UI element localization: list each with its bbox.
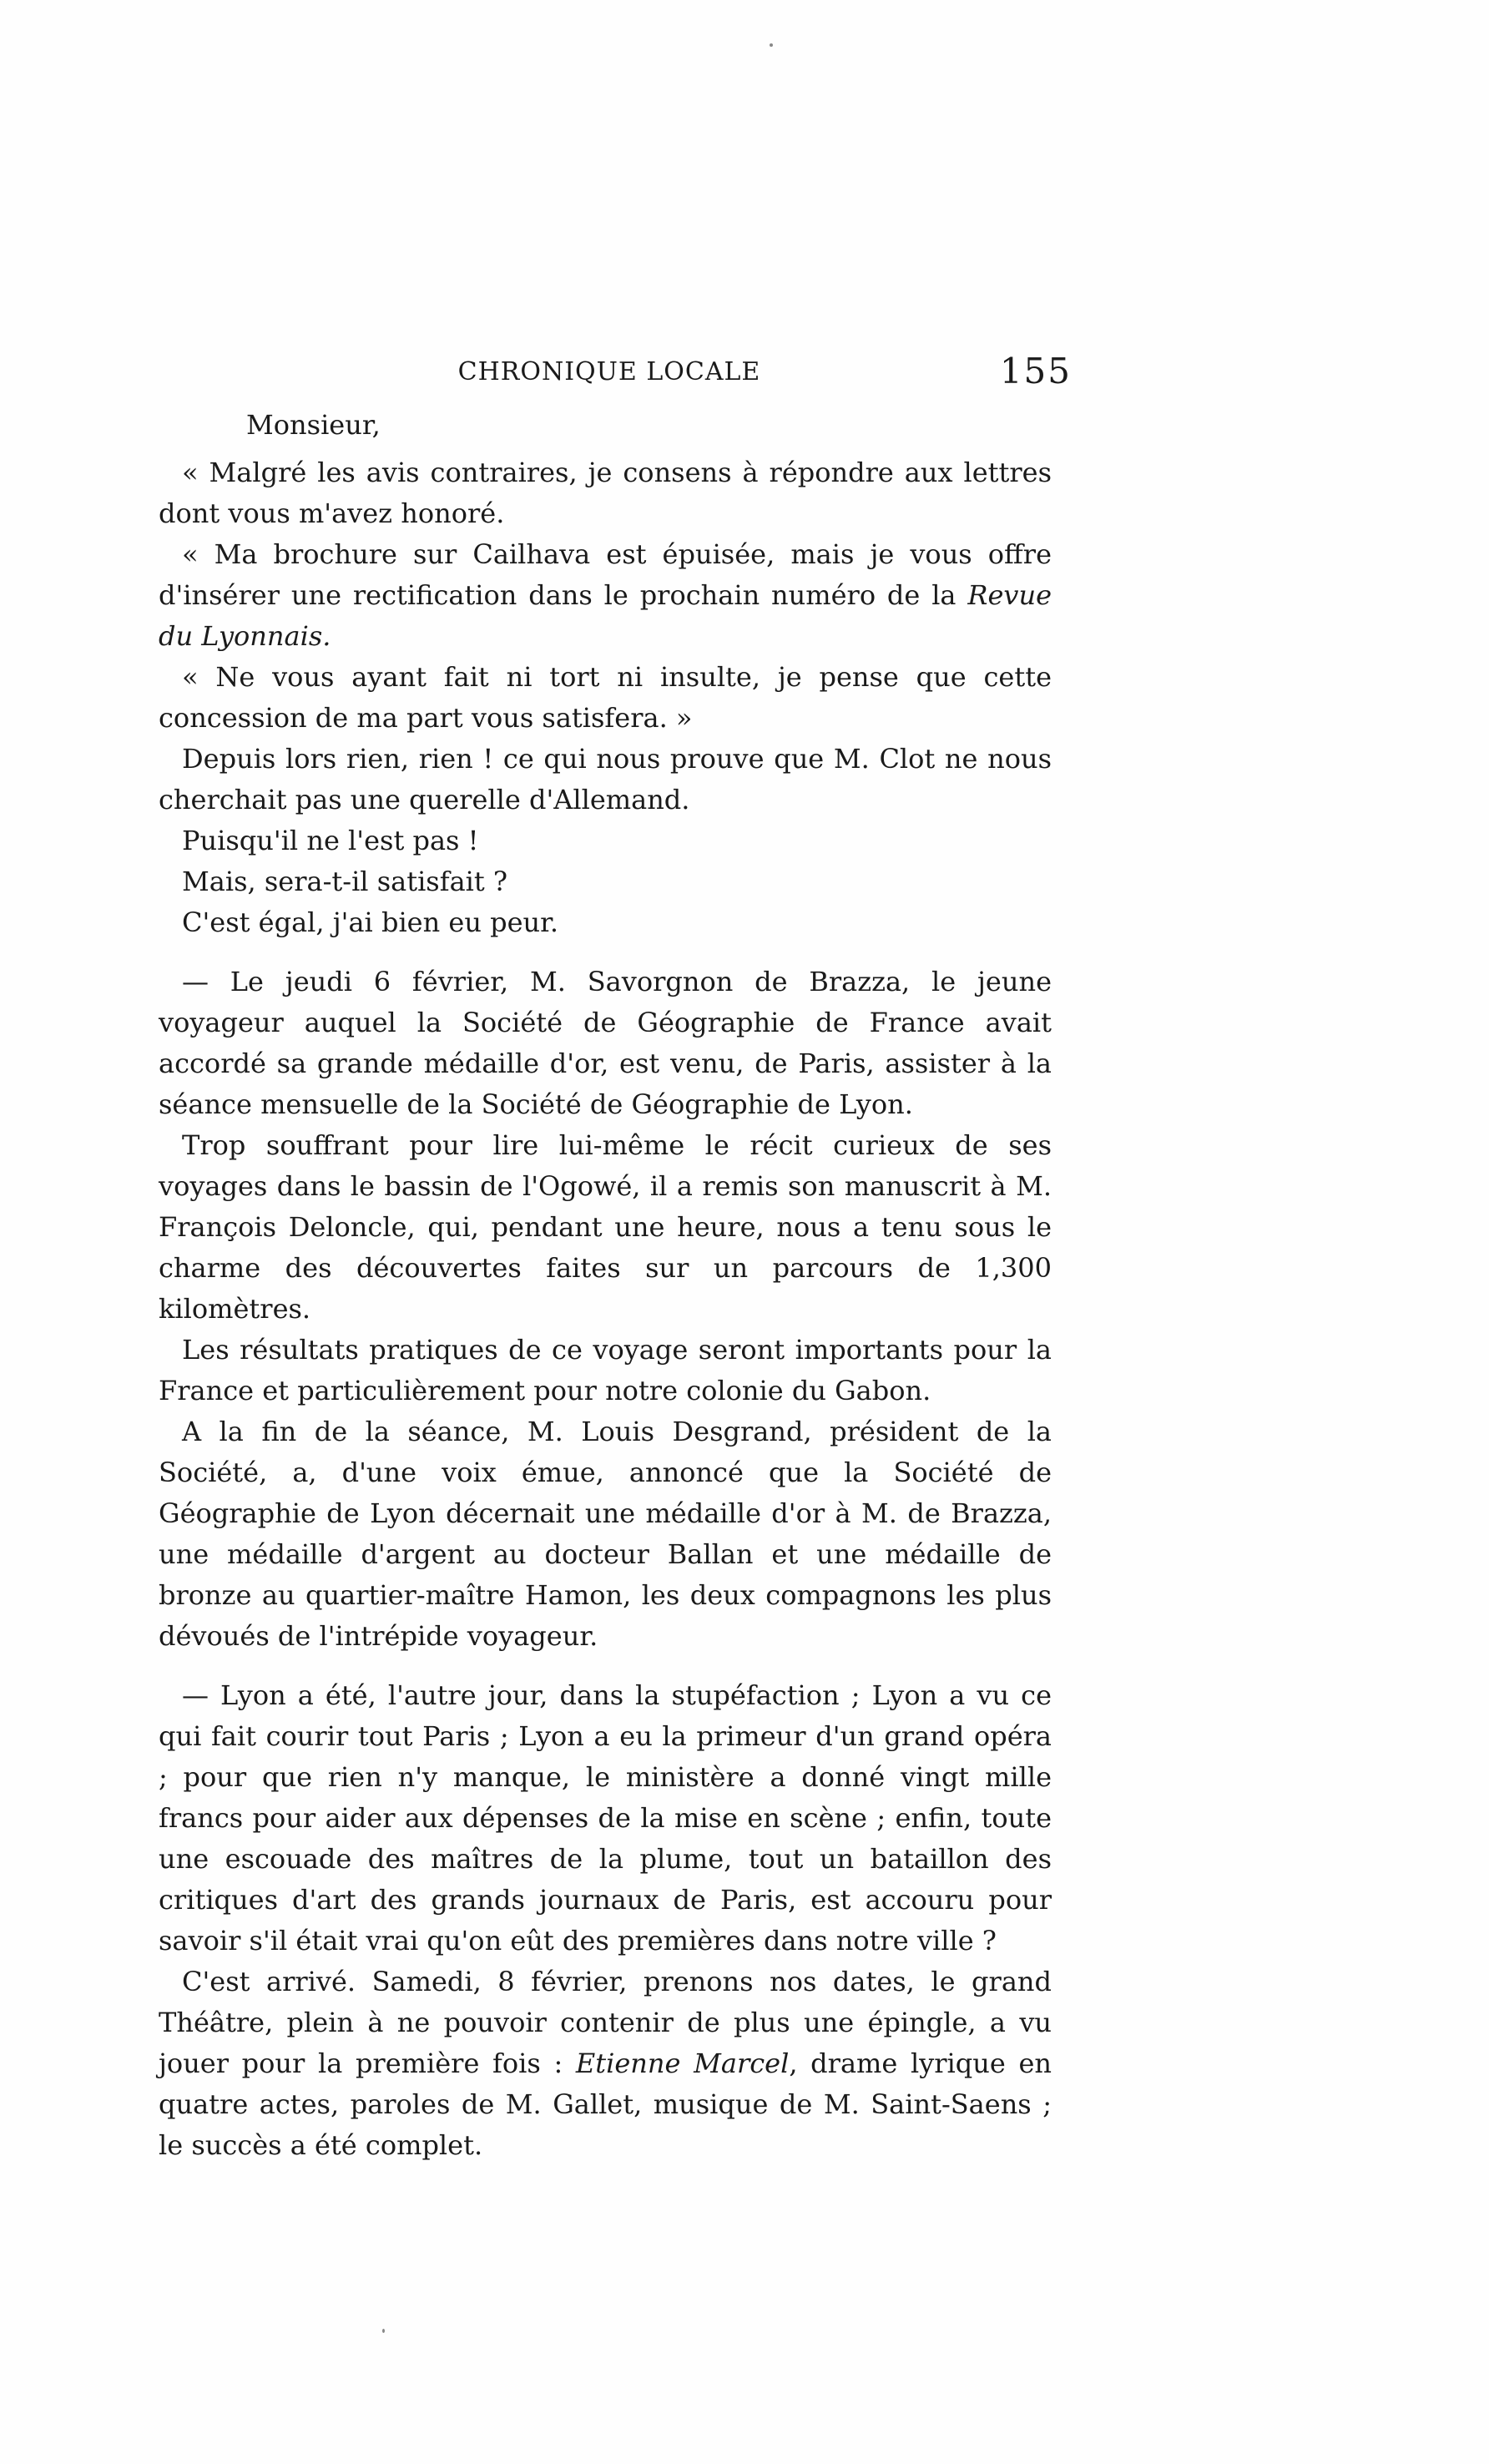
body-text: [159, 405, 1052, 2166]
page-number: 155: [999, 351, 1072, 391]
journal-title: Revue du Lyonnais.: [159, 579, 1052, 652]
paragraph: Trop souffrant pour lire lui-même le récit curieux de ses voyages dans le bassin de l'Ogowé, il a remis son manuscrit à M. François Deloncle, qui, pendant une heure, nous a tenu sous le charme des découvertes faites sur un parcours de 1,300 kilomètres.: [159, 1129, 1052, 1325]
opera-title: Etienne Marcel: [575, 2047, 790, 2079]
scan-speck: [770, 43, 773, 47]
letter-salutation: Monsieur,: [246, 409, 381, 441]
paragraph-text: , drame lyrique en quatre actes, paroles de M. Gallet, musique de M. Saint-Saens ; le succès a été complet.: [159, 2047, 1052, 2161]
letter-paragraph: « Ne vous ayant fait ni tort ni insulte, je pense que cette concession de ma part vous satisfera. »: [159, 661, 1052, 734]
paragraph: A la fin de la séance, M. Louis Desgrand, président de la Société, a, d'une voix émue, annoncé que la Société de Géographie de Lyon décernait une médaille d'or à M. de Brazza, une médaille d'argent au docteur Ballan et une médaille de bronze au quartier-maître Hamon, les deux compagnons les plus dévoués de l'intrépide voyageur.: [159, 1416, 1052, 1652]
paragraph: Mais, sera-t-il satisfait ?: [182, 866, 508, 897]
letter-text: « Ma brochure sur Cailhava est épuisée, mais je vous offre d'insérer une rectification dans le prochain numéro de la: [159, 538, 1052, 611]
scan-speck: [382, 2329, 385, 2333]
paragraph: Depuis lors rien, rien ! ce qui nous prouve que M. Clot ne nous cherchait pas une querelle d'Allemand.: [159, 743, 1052, 815]
paragraph-text: C'est arrivé. Samedi, 8 février, prenons nos dates, le grand Théâtre, plein à ne pouvoir contenir de plus une épingle, a vu jouer pour la première fois :: [159, 1966, 1052, 2079]
section-paragraph: — Le jeudi 6 février, M. Savorgnon de Brazza, le jeune voyageur auquel la Société de Géographie de France avait accordé sa grande médaille d'or, est venu, de Paris, assister à la séance mensuelle de la Société de Géographie de Lyon.: [159, 966, 1052, 1120]
running-head: CHRONIQUE LOCALE: [457, 357, 761, 386]
paragraph: Les résultats pratiques de ce voyage seront importants pour la France et particulièrement pour notre colonie du Gabon.: [159, 1334, 1052, 1406]
paragraph: Puisqu'il ne l'est pas !: [182, 825, 479, 856]
section-paragraph: — Lyon a été, l'autre jour, dans la stupéfaction ; Lyon a vu ce qui fait courir tout Paris ; Lyon a eu la primeur d'un grand opéra ; pour que rien n'y manque, le ministère a donné vingt mille francs pour aider aux dépenses de la mise en scène ; enfin, toute une escouade des maîtres de la plume, tout un bataillon des critiques d'art des grands journaux de Paris, est accouru pour savoir s'il était vrai qu'on eût des premières dans notre ville ?: [159, 1679, 1052, 1957]
paragraph: [159, 1962, 1052, 2166]
paragraph: C'est égal, j'ai bien eu peur.: [182, 906, 559, 938]
page-header: [159, 351, 1072, 401]
letter-paragraph: « Malgré les avis contraires, je consens à répondre aux lettres dont vous m'avez honoré.: [159, 457, 1052, 529]
letter-paragraph: [159, 534, 1052, 657]
